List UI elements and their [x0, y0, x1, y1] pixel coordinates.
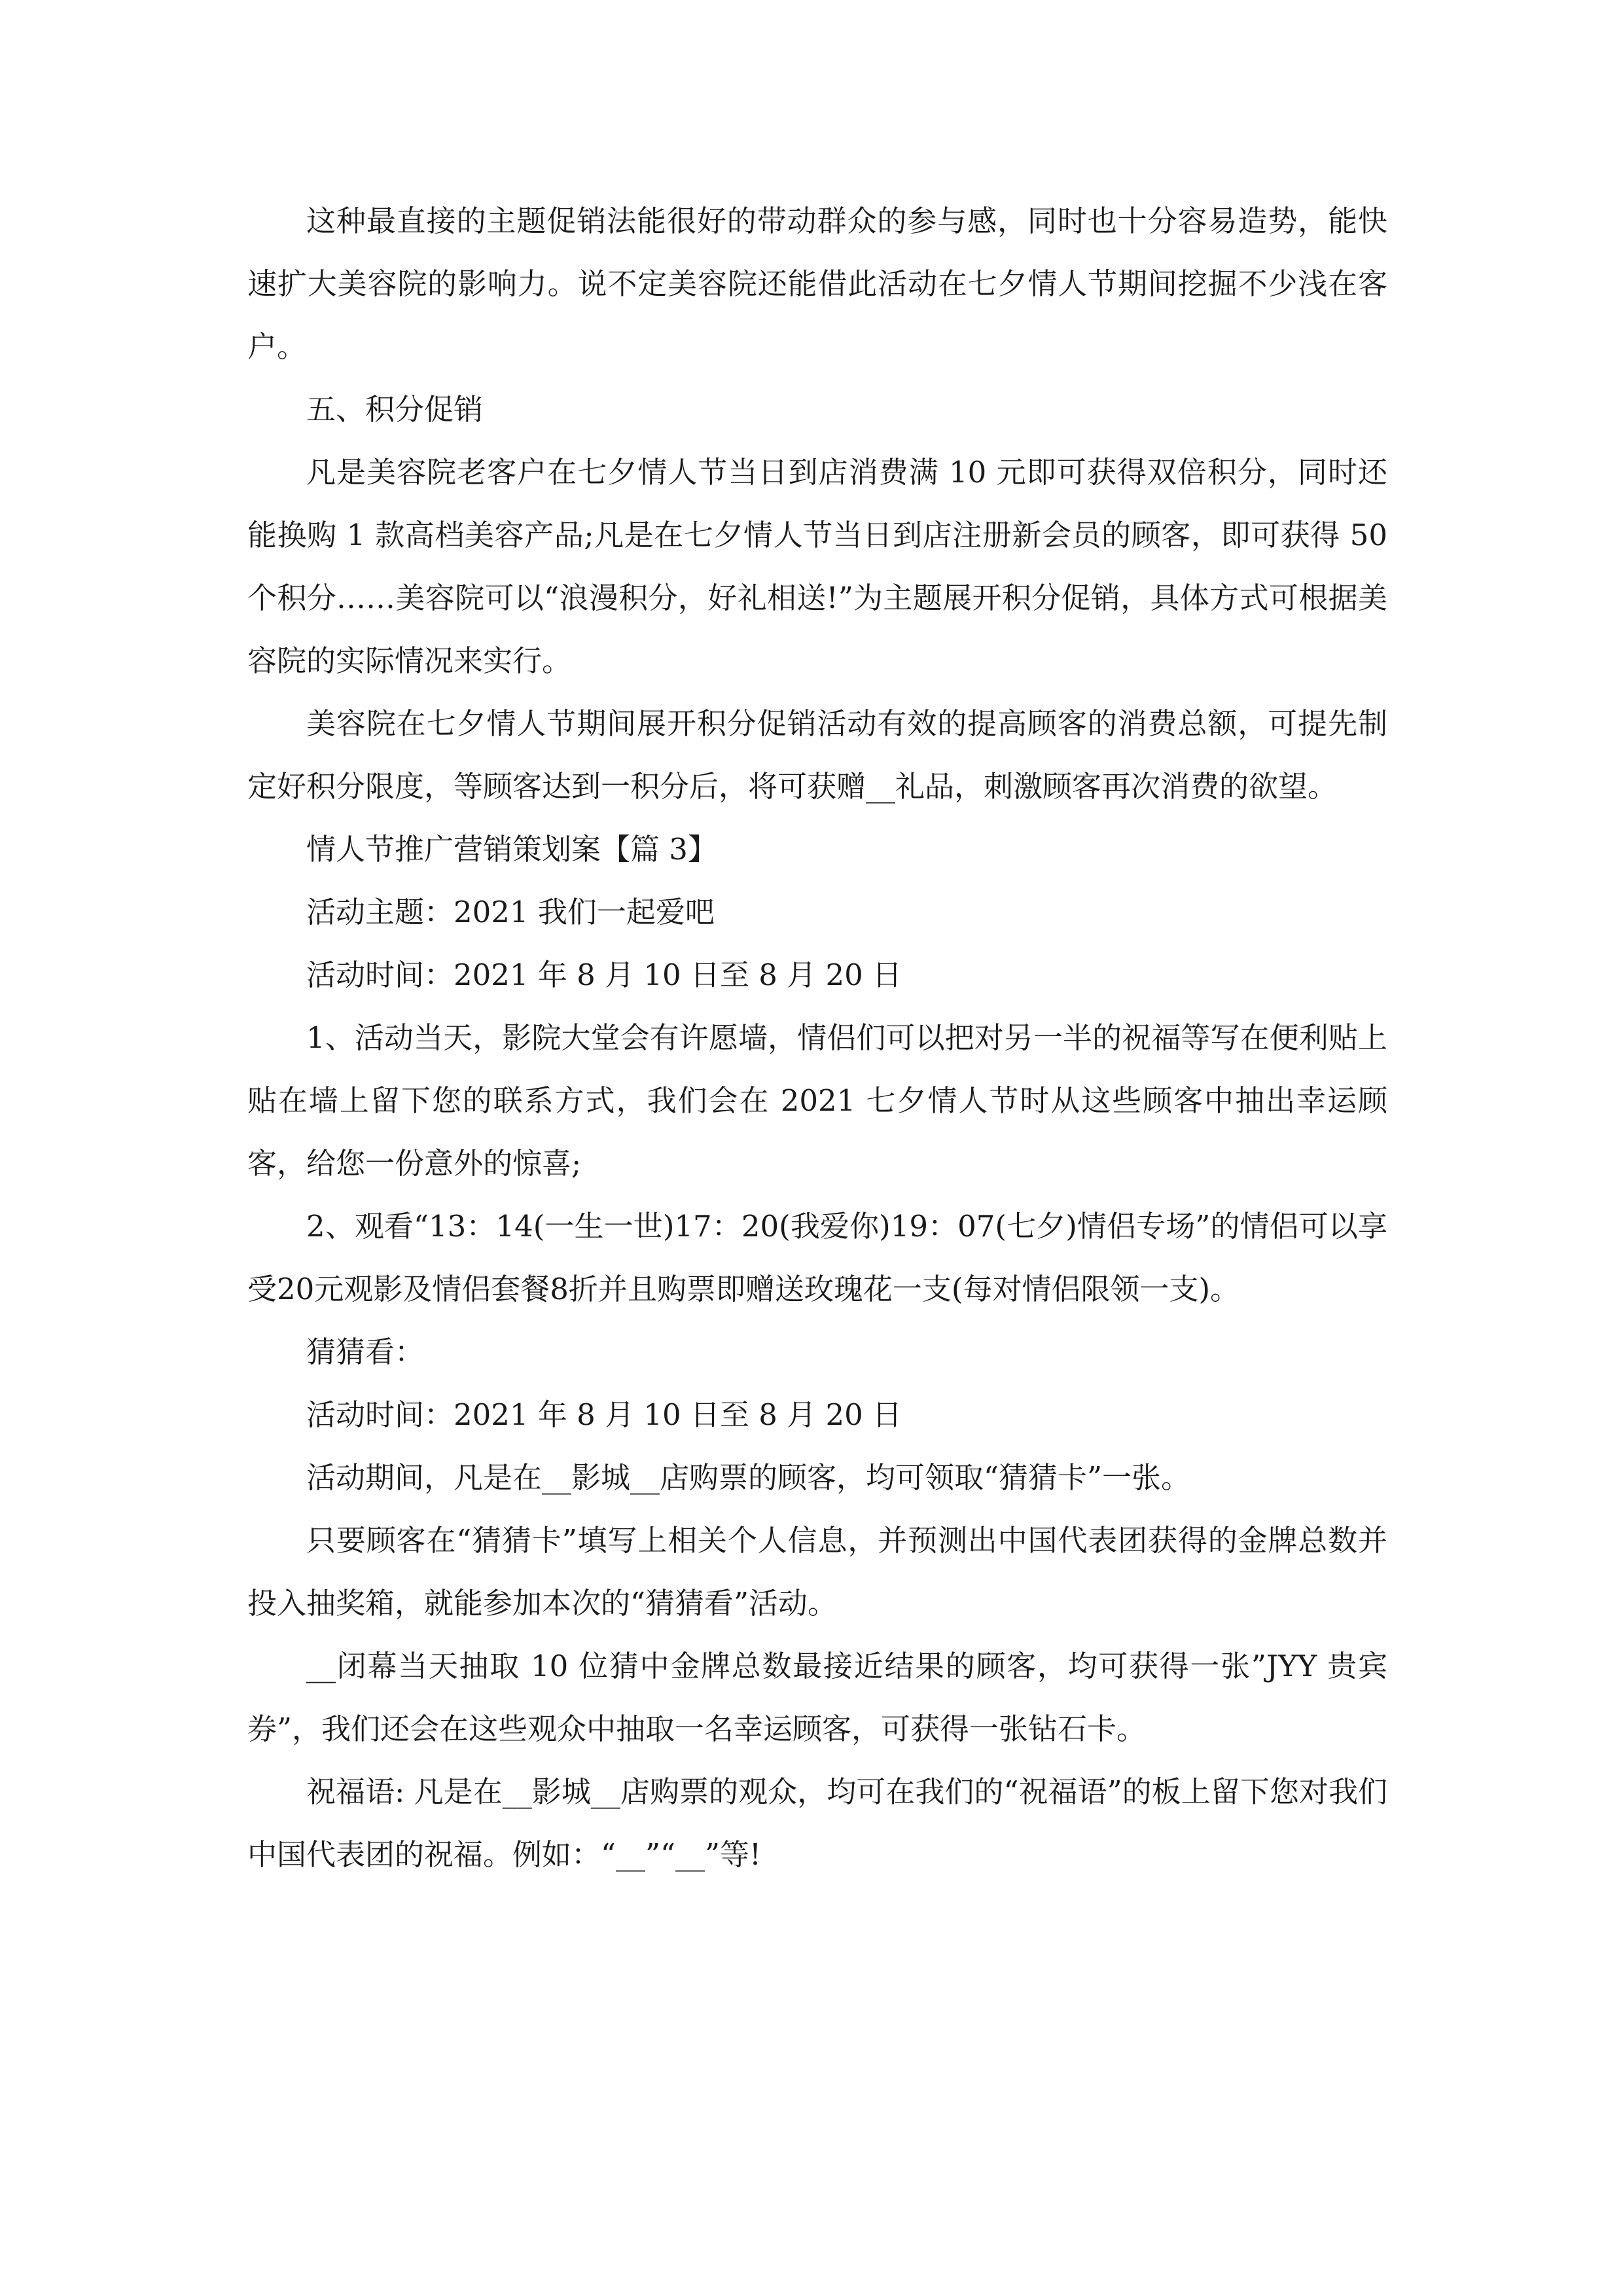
guess-activity-period: 活动期间，凡是在__影城__店购票的顾客，均可领取“猜猜卡”一张。: [306, 1460, 1191, 1495]
document-body: [247, 190, 1387, 1886]
paragraph-points-effect: 美容院在七夕情人节期间展开积分促销活动有效的提高顾客的消费总额，可提先制定好积分限度，等顾客达到一积分后，将可获赠__礼品，刺激顾客再次消费的欲望。: [247, 706, 1387, 804]
activity-time: 活动时间：2021 年 8 月 10 日至 8 月 20 日: [306, 958, 902, 992]
paragraph-theme-promotion-summary: 这种最直接的主题促销法能很好的带动群众的参与感，同时也十分容易造势，能快速扩大美容院的影响力。说不定美容院还能借此活动在七夕情人节期间挖掘不少浅在客户。: [247, 204, 1387, 364]
paragraph-points-rules: 凡是美容院老客户在七夕情人节当日到店消费满 10 元即可获得双倍积分，同时还能换购 1 款高档美容产品;凡是在七夕情人节当日到店注册新会员的顾客，即可获得 50 个积分……美容院可以“浪漫积分，好礼相送!”为主题展开积分促销，具体方式可根据美容院的实际情况来实行。: [247, 455, 1387, 678]
activity-item-1: 1、活动当天，影院大堂会有许愿墙，情侣们可以把对另一半的祝福等写在便利贴上贴在墙上留下您的联系方式，我们会在 2021 七夕情人节时从这些顾客中抽出幸运顾客，给您一份意外的惊喜;: [247, 1020, 1387, 1181]
section-heading-guess: 猜猜看：: [306, 1335, 425, 1369]
blessing-activity: 祝福语: 凡是在__影城__店购票的观众，均可在我们的“祝福语”的板上留下您对我们中国代表团的祝福。例如：“__”“__”等!: [247, 1774, 1387, 1872]
section-heading-points-promotion: 五、积分促销: [306, 392, 484, 427]
activity-theme: 活动主题：2021 我们一起爱吧: [306, 895, 715, 929]
guess-activity-instructions: 只要顾客在“猜猜卡”填写上相关个人信息，并预测出中国代表团获得的金牌总数并投入抽奖箱，就能参加本次的“猜猜看”活动。: [247, 1523, 1387, 1621]
guess-activity-prizes: __闭幕当天抽取 10 位猜中金牌总数最接近结果的顾客，均可获得一张”JYY 贵宾券”，我们还会在这些观众中抽取一名幸运顾客，可获得一张钻石卡。: [247, 1649, 1387, 1746]
article-heading-part-3: 情人节推广营销策划案【篇 3】: [306, 832, 717, 867]
activity-item-2: 2、观看“13：14(一生一世)17：20(我爱你)19：07(七夕)情侣专场”的情侣可以享受20元观影及情侣套餐8折并且购票即赠送玫瑰花一支(每对情侣限领一支)。: [247, 1209, 1387, 1306]
guess-activity-time: 活动时间：2021 年 8 月 10 日至 8 月 20 日: [306, 1397, 902, 1432]
